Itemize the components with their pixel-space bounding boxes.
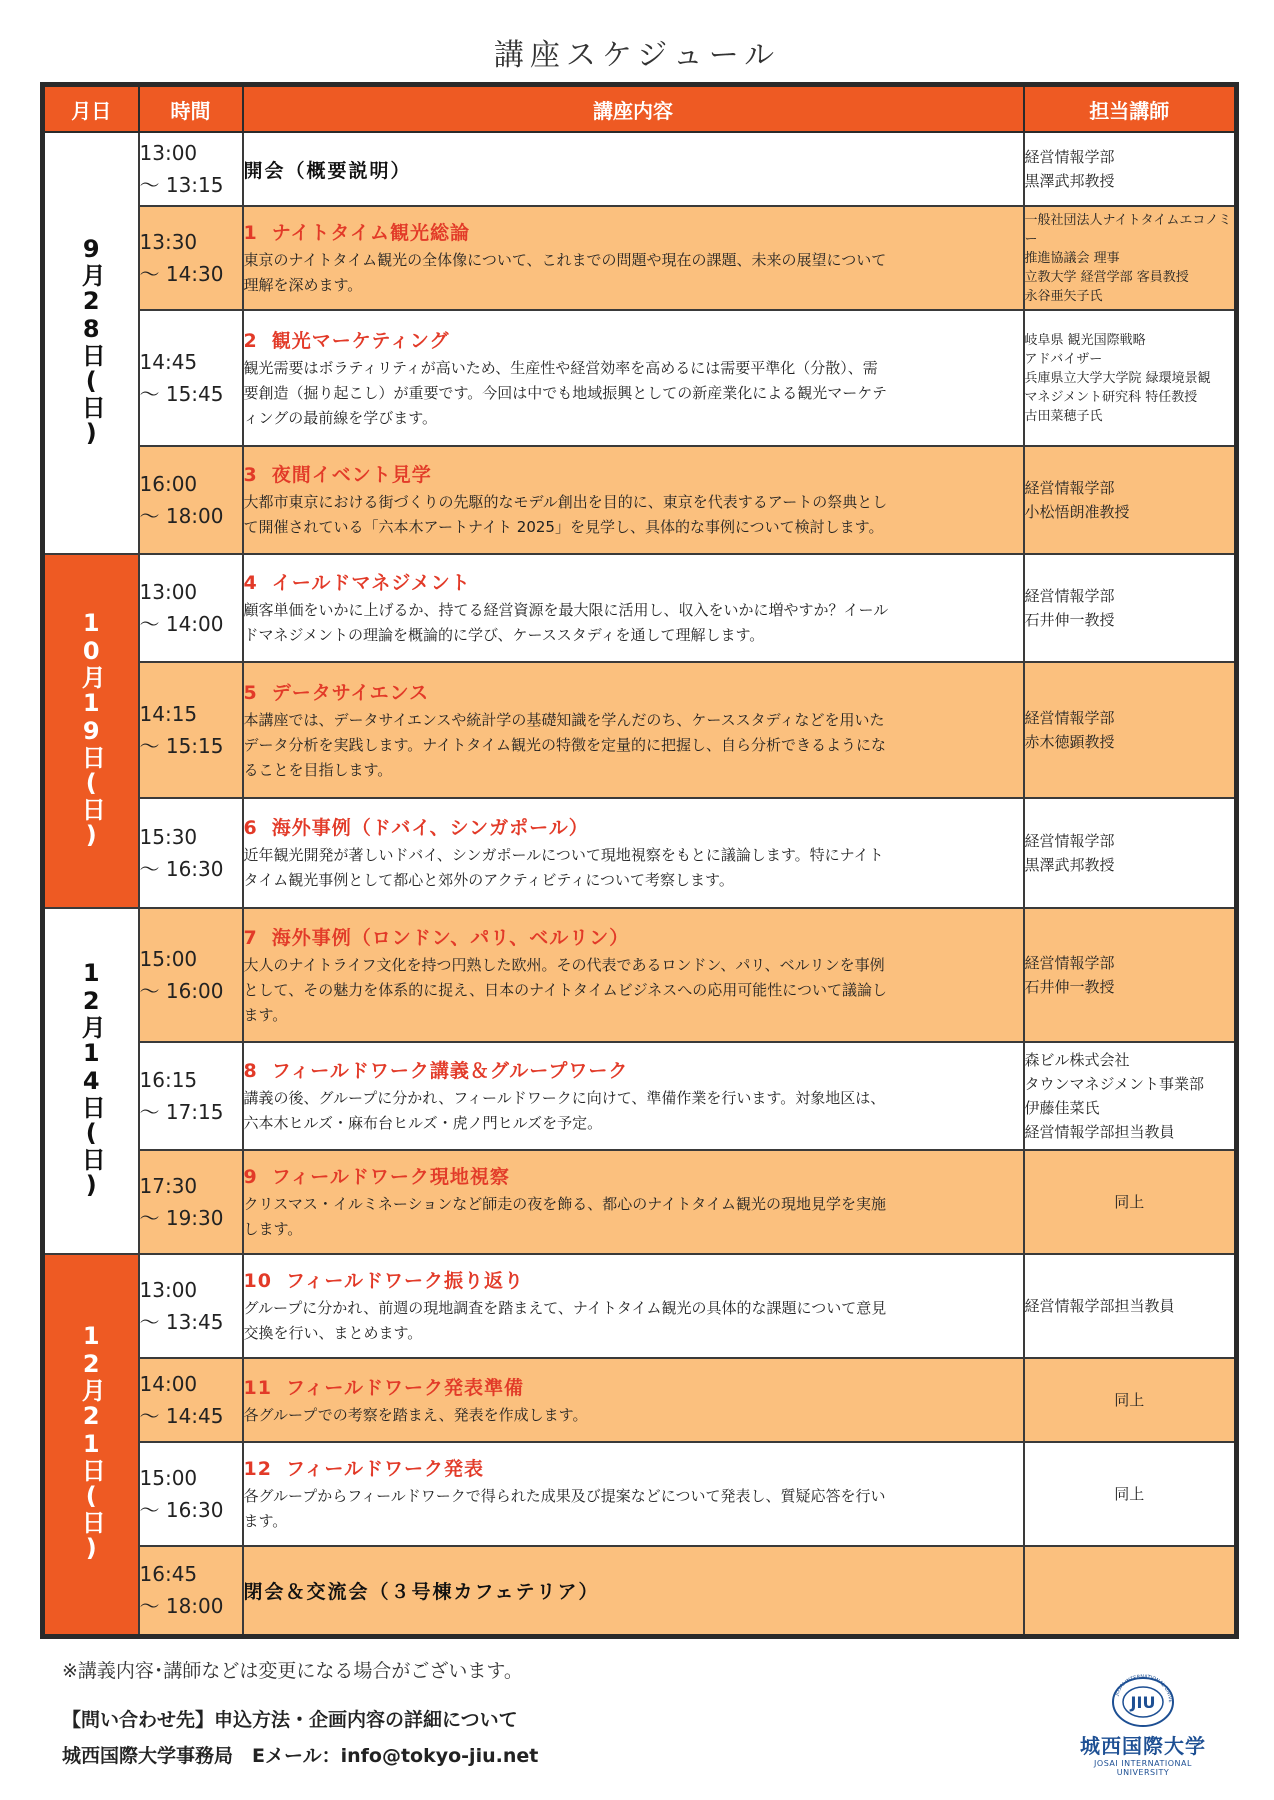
end-time: ～ 13:45 bbox=[139, 1310, 224, 1334]
date-cell bbox=[43, 1254, 139, 1636]
lecturer-line: 同上 bbox=[1114, 1193, 1145, 1211]
lecture-desc: 要創造（掘り起こし）が重要です。今回は中でも地域振興としての新産業化による観光マーケテ bbox=[243, 383, 888, 402]
end-time: ～ 17:15 bbox=[139, 1100, 224, 1124]
end-time: ～ 15:15 bbox=[139, 734, 224, 758]
lecture-number: 5 bbox=[243, 681, 258, 704]
table-row bbox=[43, 554, 1237, 662]
content-cell bbox=[243, 206, 1024, 310]
lecture-name: 海外事例（ドバイ、シンガポール） bbox=[271, 817, 589, 839]
lecturer-cell bbox=[1024, 310, 1237, 446]
table-row bbox=[43, 662, 1237, 798]
university-logo bbox=[1078, 1672, 1208, 1777]
contact-info bbox=[62, 1702, 538, 1774]
lecture-name: 夜間イベント見学 bbox=[271, 464, 432, 486]
table-row bbox=[43, 206, 1237, 310]
lecturer-line: 経営情報学部 bbox=[1024, 709, 1115, 727]
lecturer-line: 推進協議会 理事 bbox=[1024, 250, 1120, 266]
lecture-desc: 観光需要はボラティリティが高いため、生産性や経営効率を高めるには需要平準化（分散）、需 bbox=[243, 358, 878, 377]
lecture-number: 9 bbox=[243, 1166, 258, 1188]
lecture-desc: て開催されている「六本木アートナイト 2025」を見学し、具体的な事例について検討します。 bbox=[243, 518, 884, 536]
end-time: ～ 14:30 bbox=[139, 262, 224, 286]
table-row bbox=[43, 1442, 1237, 1546]
start-time: 14:15 bbox=[139, 702, 198, 726]
lecture-desc: ドマネジメントの理論を概論的に学び、ケーススタディを通して理解します。 bbox=[243, 626, 765, 644]
lecture-name: フィールドワーク発表 bbox=[285, 1458, 485, 1480]
lecture-name: 観光マーケティング bbox=[271, 329, 450, 352]
lecture-desc: 本講座では、データサイエンスや統計学の基礎知識を学んだのち、ケーススタディなどを用いた bbox=[243, 710, 885, 729]
lecturer-line: 同上 bbox=[1114, 1391, 1145, 1409]
lecturer-line: 一般社団法人ナイトタイムエコノミー bbox=[1024, 212, 1232, 247]
lecturer-line: 経営情報学部担当教員 bbox=[1024, 1297, 1175, 1315]
lecturer-line: マネジメント研究科 特任教授 bbox=[1024, 389, 1198, 405]
lecture-name: フィールドワーク発表準備 bbox=[285, 1376, 525, 1399]
lecture-desc: 理解を深めます。 bbox=[243, 276, 363, 294]
header-content: 講座内容 bbox=[243, 85, 1024, 133]
start-time: 14:45 bbox=[139, 350, 198, 374]
time-cell bbox=[139, 1150, 243, 1254]
logo-monogram: JIU bbox=[1130, 1693, 1156, 1712]
lecturer-cell bbox=[1024, 1254, 1237, 1358]
lecturer-line: 石井伸一教授 bbox=[1024, 611, 1115, 629]
date-label: 10月19日(日) bbox=[77, 609, 106, 849]
lecture-desc: 大人のナイトライフ文化を持つ円熟した欧州。その代表であるロンドン、パリ、ベルリンを事例 bbox=[243, 955, 885, 974]
date-label: 12月14日(日) bbox=[77, 959, 106, 1199]
lecture-title bbox=[244, 1454, 1023, 1484]
lecture-desc: グループに分かれ、前週の現地調査を踏まえて、ナイトタイム観光の具体的な課題について意見 bbox=[243, 1299, 887, 1317]
lecturer-cell bbox=[1024, 1150, 1237, 1254]
time-cell bbox=[139, 1546, 243, 1636]
content-cell bbox=[243, 554, 1024, 662]
start-time: 13:30 bbox=[139, 230, 198, 254]
lecture-desc: 交換を行い、まとめます。 bbox=[243, 1324, 423, 1342]
lecturer-cell bbox=[1024, 1442, 1237, 1546]
lecture-number: 8 bbox=[243, 1060, 258, 1082]
lecture-desc: 各グループからフィールドワークで得られた成果及び提案などについて発表し、質疑応答を行い bbox=[243, 1487, 886, 1505]
lecture-title bbox=[244, 218, 1023, 248]
date-cell bbox=[43, 132, 139, 554]
lecture-desc: 顧客単価をいかに上げるか、持てる経営資源を最大限に活用し、収入をいかに増やすか？イール bbox=[243, 601, 889, 619]
header-date: 月日 bbox=[43, 85, 139, 133]
content-cell bbox=[243, 1358, 1024, 1442]
time-cell bbox=[139, 446, 243, 554]
end-time: ～ 16:00 bbox=[139, 979, 224, 1003]
table-row bbox=[43, 1358, 1237, 1442]
lecturer-cell bbox=[1024, 798, 1237, 908]
time-cell bbox=[139, 908, 243, 1042]
lecturer-line: 立教大学 経営学部 客員教授 bbox=[1024, 269, 1189, 285]
lecture-desc: タイム観光事例として都心と郊外のアクティビティについて考察します。 bbox=[243, 871, 734, 889]
lecture-number: 1 bbox=[243, 222, 258, 244]
start-time: 15:00 bbox=[139, 947, 198, 971]
university-name-en: JOSAI INTERNATIONAL UNIVERSITY bbox=[1094, 1759, 1192, 1777]
time-cell bbox=[139, 798, 243, 908]
header-time: 時間 bbox=[139, 85, 243, 133]
lecture-name: 海外事例（ロンドン、パリ、ベルリン） bbox=[271, 926, 630, 949]
start-time: 15:30 bbox=[139, 825, 198, 849]
content-cell bbox=[243, 1150, 1024, 1254]
table-row bbox=[43, 798, 1237, 908]
lecturer-line: 森ビル株式会社 bbox=[1024, 1051, 1130, 1069]
content-cell bbox=[243, 662, 1024, 798]
lecture-number: 4 bbox=[243, 572, 258, 594]
end-time: ～ 18:00 bbox=[139, 1594, 224, 1619]
university-name: 城西国際大学 bbox=[1080, 1734, 1206, 1758]
lecture-title bbox=[244, 1162, 1023, 1192]
lecture-number: 2 bbox=[243, 329, 258, 352]
start-time: 16:45 bbox=[139, 1562, 198, 1587]
lecture-desc: します。 bbox=[243, 1220, 303, 1238]
content-cell bbox=[243, 1442, 1024, 1546]
date-cell bbox=[43, 554, 139, 908]
lecture-desc: ることを目指します。 bbox=[243, 760, 393, 779]
lecture-title bbox=[244, 460, 1023, 490]
end-time: ～ 15:45 bbox=[139, 382, 224, 406]
lecture-desc: クリスマス・イルミネーションなど師走の夜を飾る、都心のナイトタイム観光の現地見学を実施 bbox=[243, 1195, 886, 1213]
lecturer-line: 黒澤武邦教授 bbox=[1024, 856, 1115, 874]
lecturer-cell bbox=[1024, 908, 1237, 1042]
lecture-number: 3 bbox=[243, 464, 258, 486]
start-time: 15:00 bbox=[139, 1466, 198, 1490]
lecturer-line: 経営情報学部 bbox=[1024, 479, 1115, 497]
start-time: 16:00 bbox=[139, 472, 198, 496]
content-cell bbox=[243, 1042, 1024, 1150]
lecture-name: ナイトタイム観光総論 bbox=[271, 222, 471, 244]
lecture-desc: ィングの最前線を学びます。 bbox=[243, 408, 438, 427]
content-cell bbox=[243, 446, 1024, 554]
start-time: 17:30 bbox=[139, 1174, 198, 1198]
lecturer-cell bbox=[1024, 1358, 1237, 1442]
lecturer-cell bbox=[1024, 1042, 1237, 1150]
content-cell bbox=[243, 798, 1024, 908]
end-time: ～ 16:30 bbox=[139, 857, 224, 881]
table-row bbox=[43, 1150, 1237, 1254]
start-time: 14:00 bbox=[139, 1372, 198, 1396]
session-title: 開会（概要説明） bbox=[243, 159, 412, 182]
content-cell bbox=[243, 132, 1024, 206]
lecture-desc: 講義の後、グループに分かれ、フィールドワークに向けて、準備作業を行います。対象地区は、 bbox=[243, 1089, 886, 1107]
schedule-table bbox=[40, 82, 1239, 1639]
lecturer-line: 経営情報学部 bbox=[1024, 587, 1115, 605]
lecturer-line: 石井伸一教授 bbox=[1024, 978, 1115, 996]
lecturer-line: 経営情報学部担当教員 bbox=[1024, 1123, 1175, 1141]
lecturer-line: 黒澤武邦教授 bbox=[1024, 172, 1115, 190]
time-cell bbox=[139, 1254, 243, 1358]
lecturer-line: 赤木徳顕教授 bbox=[1024, 733, 1115, 751]
time-cell bbox=[139, 1358, 243, 1442]
lecture-number: 6 bbox=[243, 817, 258, 839]
lecture-title bbox=[244, 1266, 1023, 1296]
table-row bbox=[43, 908, 1237, 1042]
lecturer-cell bbox=[1024, 206, 1237, 310]
table-row bbox=[43, 446, 1237, 554]
lecturer-line: 永谷亜矢子氏 bbox=[1024, 288, 1103, 304]
table-row bbox=[43, 1254, 1237, 1358]
lecturer-cell bbox=[1024, 1546, 1237, 1636]
time-cell bbox=[139, 662, 243, 798]
svg-text:JOSAI INTERNATIONAL UNIVERSITY: JOSAI INTERNATIONAL UNIVE bbox=[1114, 1673, 1174, 1703]
time-cell bbox=[139, 132, 243, 206]
contact-email: 城西国際大学事務局 Eメール：info@tokyo-jiu.net bbox=[62, 1745, 539, 1767]
lecture-number: 11 bbox=[243, 1376, 272, 1399]
end-time: ～ 16:30 bbox=[139, 1498, 224, 1522]
end-time: ～ 14:00 bbox=[139, 612, 224, 636]
end-time: ～ 13:15 bbox=[139, 173, 224, 197]
lecturer-cell bbox=[1024, 132, 1237, 206]
lecturer-line: アドバイザー bbox=[1024, 351, 1103, 367]
start-time: 13:00 bbox=[139, 141, 198, 165]
content-cell bbox=[243, 1546, 1024, 1636]
lecture-desc: データ分析を実践します。ナイトタイム観光の特徴を定量的に把握し、自ら分析できるようにな bbox=[243, 735, 886, 754]
contact-heading: 【問い合わせ先】申込方法・企画内容の詳細について bbox=[62, 1709, 518, 1731]
lecture-name: フィールドワーク現地視察 bbox=[271, 1166, 510, 1188]
lecturer-line: 経営情報学部 bbox=[1024, 832, 1115, 850]
change-note: ※講義内容･講師などは変更になる場合がございます。 bbox=[62, 1660, 523, 1682]
start-time: 16:15 bbox=[139, 1068, 198, 1092]
lecture-desc: 大都市東京における街づくりの先駆的なモデル創出を目的に、東京を代表するアートの祭典とし bbox=[243, 493, 888, 511]
start-time: 13:00 bbox=[139, 1278, 198, 1302]
lecture-title bbox=[244, 923, 1023, 953]
session-title: 閉会＆交流会（３号棟カフェテリア） bbox=[243, 1580, 600, 1603]
date-cell bbox=[43, 908, 139, 1254]
lecture-name: フィールドワーク振り返り bbox=[285, 1270, 525, 1292]
time-cell bbox=[139, 310, 243, 446]
content-cell bbox=[243, 908, 1024, 1042]
university-emblem-icon bbox=[1108, 1672, 1178, 1728]
lecture-name: フィールドワーク講義＆グループワーク bbox=[271, 1060, 629, 1082]
time-cell bbox=[139, 554, 243, 662]
time-cell bbox=[139, 1042, 243, 1150]
date-label: 9月28日(日) bbox=[77, 235, 106, 447]
end-time: ～ 18:00 bbox=[139, 504, 224, 528]
date-label: 12月21日(日) bbox=[77, 1322, 106, 1563]
end-time: ～ 14:45 bbox=[139, 1404, 224, 1428]
content-cell bbox=[243, 310, 1024, 446]
table-row bbox=[43, 310, 1237, 446]
start-time: 13:00 bbox=[139, 580, 198, 604]
lecture-number: 12 bbox=[243, 1458, 272, 1480]
lecture-title bbox=[244, 678, 1023, 708]
lecture-title bbox=[244, 813, 1023, 843]
page-title: 講座スケジュール bbox=[493, 38, 781, 73]
table-row bbox=[43, 1042, 1237, 1150]
lecture-desc: 各グループでの考察を踏まえ、発表を作成します。 bbox=[243, 1405, 588, 1424]
lecture-number: 7 bbox=[243, 926, 258, 949]
lecture-name: データサイエンス bbox=[271, 681, 430, 704]
lecturer-line: 小松悟朗准教授 bbox=[1024, 503, 1130, 521]
header-row bbox=[43, 85, 1237, 133]
lecture-name: イールドマネジメント bbox=[271, 572, 471, 594]
time-cell bbox=[139, 1442, 243, 1546]
lecture-desc: 近年観光開発が著しいドバイ、シンガポールについて現地視察をもとに議論します。特にナイト bbox=[243, 846, 884, 864]
time-cell bbox=[139, 206, 243, 310]
lecturer-line: 古田菜穂子氏 bbox=[1024, 408, 1103, 424]
lecturer-cell bbox=[1024, 554, 1237, 662]
lecturer-cell bbox=[1024, 446, 1237, 554]
lecture-title bbox=[244, 568, 1023, 598]
lecturer-line: 岐阜県 観光国際戦略 bbox=[1024, 332, 1146, 348]
lecture-desc: として、その魅力を体系的に捉え、日本のナイトタイムビジネスへの応用可能性について議論し bbox=[243, 980, 888, 999]
table-row bbox=[43, 132, 1237, 206]
lecturer-cell bbox=[1024, 662, 1237, 798]
lecturer-line: 伊藤佳菜氏 bbox=[1024, 1099, 1100, 1117]
lecturer-line: 同上 bbox=[1114, 1485, 1145, 1503]
lecturer-line: タウンマネジメント事業部 bbox=[1024, 1075, 1205, 1093]
table-row bbox=[43, 1546, 1237, 1636]
lecture-title bbox=[244, 1373, 1023, 1403]
lecturer-line: 経営情報学部 bbox=[1024, 148, 1115, 166]
lecture-desc: ます。 bbox=[243, 1512, 288, 1530]
lecture-desc: ます。 bbox=[243, 1005, 288, 1024]
lecture-number: 10 bbox=[243, 1270, 272, 1292]
lecturer-line: 兵庫県立大学大学院 緑環境景観 bbox=[1024, 370, 1211, 386]
lecture-desc: 六本木ヒルズ・麻布台ヒルズ・虎ノ門ヒルズを予定。 bbox=[243, 1114, 603, 1132]
end-time: ～ 19:30 bbox=[139, 1206, 224, 1230]
content-cell bbox=[243, 1254, 1024, 1358]
lecture-title bbox=[244, 1056, 1023, 1086]
lecture-title bbox=[244, 326, 1023, 356]
lecturer-line: 経営情報学部 bbox=[1024, 954, 1115, 972]
lecture-desc: 東京のナイトタイム観光の全体像について、これまでの問題や現在の課題、未来の展望について bbox=[243, 251, 887, 269]
header-lecturer: 担当講師 bbox=[1024, 85, 1237, 133]
